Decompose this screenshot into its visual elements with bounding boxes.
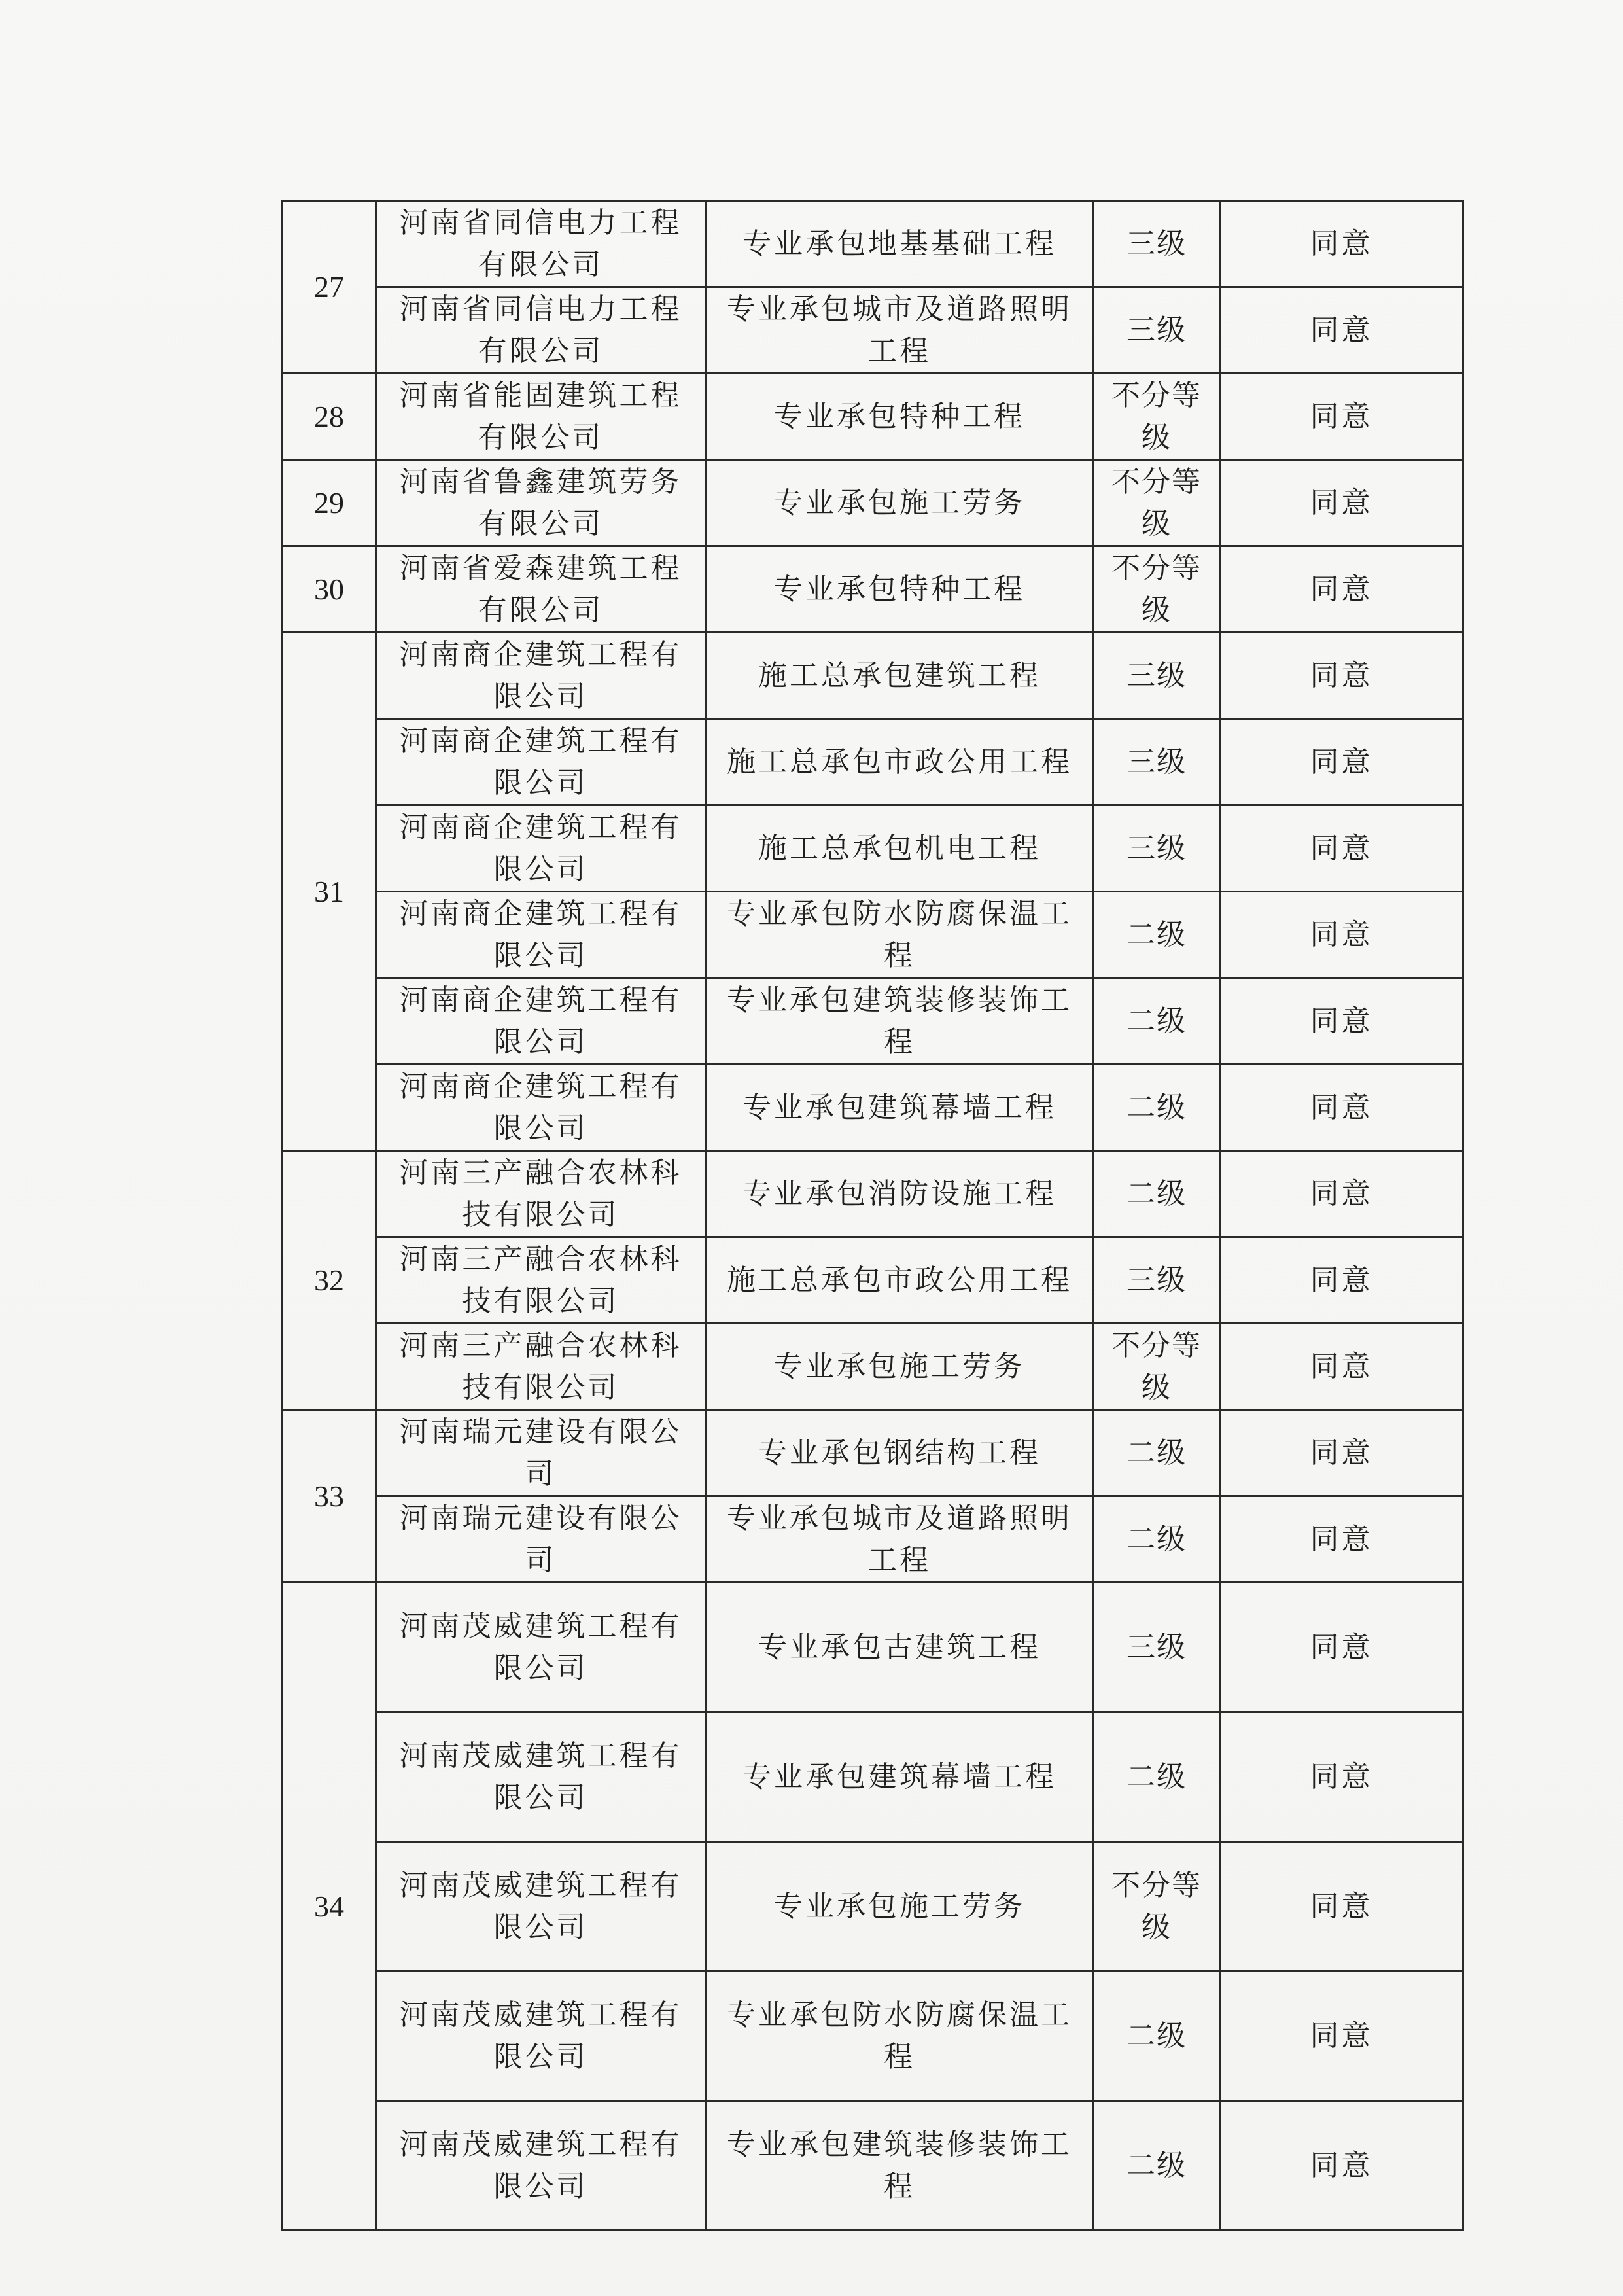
company-name-cell: 河南茂威建筑工程有限公司 xyxy=(376,2101,706,2231)
qualification-scope-cell: 施工总承包市政公用工程 xyxy=(706,1237,1094,1324)
approval-opinion-cell: 同意 xyxy=(1220,1324,1463,1410)
company-name-cell: 河南三产融合农林科技有限公司 xyxy=(376,1237,706,1324)
table-row xyxy=(283,633,1463,719)
table-row xyxy=(283,978,1463,1065)
qualification-scope-cell: 施工总承包建筑工程 xyxy=(706,633,1094,719)
table-row xyxy=(283,1237,1463,1324)
qualification-scope-cell: 专业承包城市及道路照明工程 xyxy=(706,1496,1094,1583)
qualification-level-cell: 三级 xyxy=(1094,1583,1220,1712)
qualification-scope-cell: 专业承包城市及道路照明工程 xyxy=(706,287,1094,374)
qualification-scope-cell: 专业承包地基基础工程 xyxy=(706,201,1094,287)
qualification-scope-cell: 专业承包施工劳务 xyxy=(706,1842,1094,1971)
item-number: 33 xyxy=(283,1410,376,1583)
company-name-cell: 河南瑞元建设有限公司 xyxy=(376,1496,706,1583)
qualification-scope-cell: 专业承包特种工程 xyxy=(706,374,1094,460)
company-name-cell: 河南商企建筑工程有限公司 xyxy=(376,805,706,892)
qualification-level-cell: 三级 xyxy=(1094,287,1220,374)
table-row xyxy=(283,719,1463,805)
approval-opinion-cell: 同意 xyxy=(1220,1496,1463,1583)
company-name-cell: 河南商企建筑工程有限公司 xyxy=(376,719,706,805)
table-body xyxy=(283,201,1463,2231)
qualification-level-cell: 三级 xyxy=(1094,201,1220,287)
company-name-cell: 河南茂威建筑工程有限公司 xyxy=(376,1583,706,1712)
qualification-scope-cell: 专业承包建筑装修装饰工程 xyxy=(706,2101,1094,2231)
table-row xyxy=(283,1496,1463,1583)
company-name-cell: 河南省鲁鑫建筑劳务有限公司 xyxy=(376,460,706,546)
company-name-cell: 河南茂威建筑工程有限公司 xyxy=(376,1712,706,1842)
item-number: 27 xyxy=(283,201,376,374)
table-row xyxy=(283,201,1463,287)
qualification-level-cell: 二级 xyxy=(1094,1971,1220,2101)
item-number: 29 xyxy=(283,460,376,546)
table-row xyxy=(283,374,1463,460)
table-row xyxy=(283,1971,1463,2101)
company-name-cell: 河南三产融合农林科技有限公司 xyxy=(376,1151,706,1237)
approval-opinion-cell: 同意 xyxy=(1220,805,1463,892)
table-row xyxy=(283,287,1463,374)
company-name-cell: 河南省能固建筑工程有限公司 xyxy=(376,374,706,460)
item-number: 28 xyxy=(283,374,376,460)
company-name-cell: 河南商企建筑工程有限公司 xyxy=(376,633,706,719)
approval-opinion-cell: 同意 xyxy=(1220,1971,1463,2101)
qualification-level-cell: 不分等级 xyxy=(1094,460,1220,546)
qualification-level-cell: 二级 xyxy=(1094,892,1220,978)
qualification-level-cell: 三级 xyxy=(1094,805,1220,892)
qualification-level-cell: 三级 xyxy=(1094,1237,1220,1324)
company-name-cell: 河南省同信电力工程有限公司 xyxy=(376,201,706,287)
qualification-scope-cell: 专业承包施工劳务 xyxy=(706,1324,1094,1410)
table-row xyxy=(283,1583,1463,1712)
qualification-level-cell: 三级 xyxy=(1094,633,1220,719)
table-row xyxy=(283,1151,1463,1237)
approval-opinion-cell: 同意 xyxy=(1220,1151,1463,1237)
qualification-level-cell: 不分等级 xyxy=(1094,1324,1220,1410)
qualification-level-cell: 二级 xyxy=(1094,1410,1220,1496)
qualification-level-cell: 二级 xyxy=(1094,978,1220,1065)
approval-opinion-cell: 同意 xyxy=(1220,1712,1463,1842)
table-row xyxy=(283,2101,1463,2231)
qualification-level-cell: 二级 xyxy=(1094,1065,1220,1151)
approval-opinion-cell: 同意 xyxy=(1220,1065,1463,1151)
qualification-level-cell: 二级 xyxy=(1094,1712,1220,1842)
qualification-level-cell: 二级 xyxy=(1094,1151,1220,1237)
approval-opinion-cell: 同意 xyxy=(1220,287,1463,374)
company-name-cell: 河南省同信电力工程有限公司 xyxy=(376,287,706,374)
qualification-scope-cell: 专业承包建筑幕墙工程 xyxy=(706,1065,1094,1151)
qualification-scope-cell: 专业承包防水防腐保温工程 xyxy=(706,1971,1094,2101)
table-row xyxy=(283,1065,1463,1151)
qualification-level-cell: 不分等级 xyxy=(1094,546,1220,633)
qualification-scope-cell: 专业承包建筑装修装饰工程 xyxy=(706,978,1094,1065)
table-row xyxy=(283,460,1463,546)
qualification-scope-cell: 施工总承包市政公用工程 xyxy=(706,719,1094,805)
qualification-scope-cell: 专业承包施工劳务 xyxy=(706,460,1094,546)
qualification-level-cell: 不分等级 xyxy=(1094,374,1220,460)
approval-opinion-cell: 同意 xyxy=(1220,892,1463,978)
approval-opinion-cell: 同意 xyxy=(1220,460,1463,546)
qualification-level-cell: 二级 xyxy=(1094,2101,1220,2231)
approval-opinion-cell: 同意 xyxy=(1220,1842,1463,1971)
qualification-scope-cell: 专业承包消防设施工程 xyxy=(706,1151,1094,1237)
item-number: 31 xyxy=(283,633,376,1151)
company-name-cell: 河南商企建筑工程有限公司 xyxy=(376,978,706,1065)
qualification-level-cell: 不分等级 xyxy=(1094,1842,1220,1971)
company-name-cell: 河南商企建筑工程有限公司 xyxy=(376,892,706,978)
qualification-scope-cell: 施工总承包机电工程 xyxy=(706,805,1094,892)
table-row xyxy=(283,805,1463,892)
qualification-scope-cell: 专业承包建筑幕墙工程 xyxy=(706,1712,1094,1842)
approval-opinion-cell: 同意 xyxy=(1220,374,1463,460)
qualification-scope-cell: 专业承包古建筑工程 xyxy=(706,1583,1094,1712)
table-row xyxy=(283,1324,1463,1410)
item-number: 34 xyxy=(283,1583,376,2231)
qualification-scope-cell: 专业承包防水防腐保温工程 xyxy=(706,892,1094,978)
approval-opinion-cell: 同意 xyxy=(1220,1237,1463,1324)
approval-opinion-cell: 同意 xyxy=(1220,1410,1463,1496)
qualification-approval-table xyxy=(281,200,1464,2231)
qualification-level-cell: 二级 xyxy=(1094,1496,1220,1583)
company-name-cell: 河南瑞元建设有限公司 xyxy=(376,1410,706,1496)
qualification-scope-cell: 专业承包特种工程 xyxy=(706,546,1094,633)
company-name-cell: 河南茂威建筑工程有限公司 xyxy=(376,1842,706,1971)
qualification-level-cell: 三级 xyxy=(1094,719,1220,805)
table-row xyxy=(283,1842,1463,1971)
approval-opinion-cell: 同意 xyxy=(1220,978,1463,1065)
table-row xyxy=(283,546,1463,633)
table-row xyxy=(283,892,1463,978)
approval-opinion-cell: 同意 xyxy=(1220,633,1463,719)
approval-opinion-cell: 同意 xyxy=(1220,1583,1463,1712)
approval-opinion-cell: 同意 xyxy=(1220,2101,1463,2231)
qualification-scope-cell: 专业承包钢结构工程 xyxy=(706,1410,1094,1496)
company-name-cell: 河南省爱森建筑工程有限公司 xyxy=(376,546,706,633)
approval-opinion-cell: 同意 xyxy=(1220,546,1463,633)
company-name-cell: 河南商企建筑工程有限公司 xyxy=(376,1065,706,1151)
table-row xyxy=(283,1410,1463,1496)
approval-opinion-cell: 同意 xyxy=(1220,201,1463,287)
item-number: 32 xyxy=(283,1151,376,1410)
approval-opinion-cell: 同意 xyxy=(1220,719,1463,805)
company-name-cell: 河南三产融合农林科技有限公司 xyxy=(376,1324,706,1410)
table-row xyxy=(283,1712,1463,1842)
item-number: 30 xyxy=(283,546,376,633)
company-name-cell: 河南茂威建筑工程有限公司 xyxy=(376,1971,706,2101)
